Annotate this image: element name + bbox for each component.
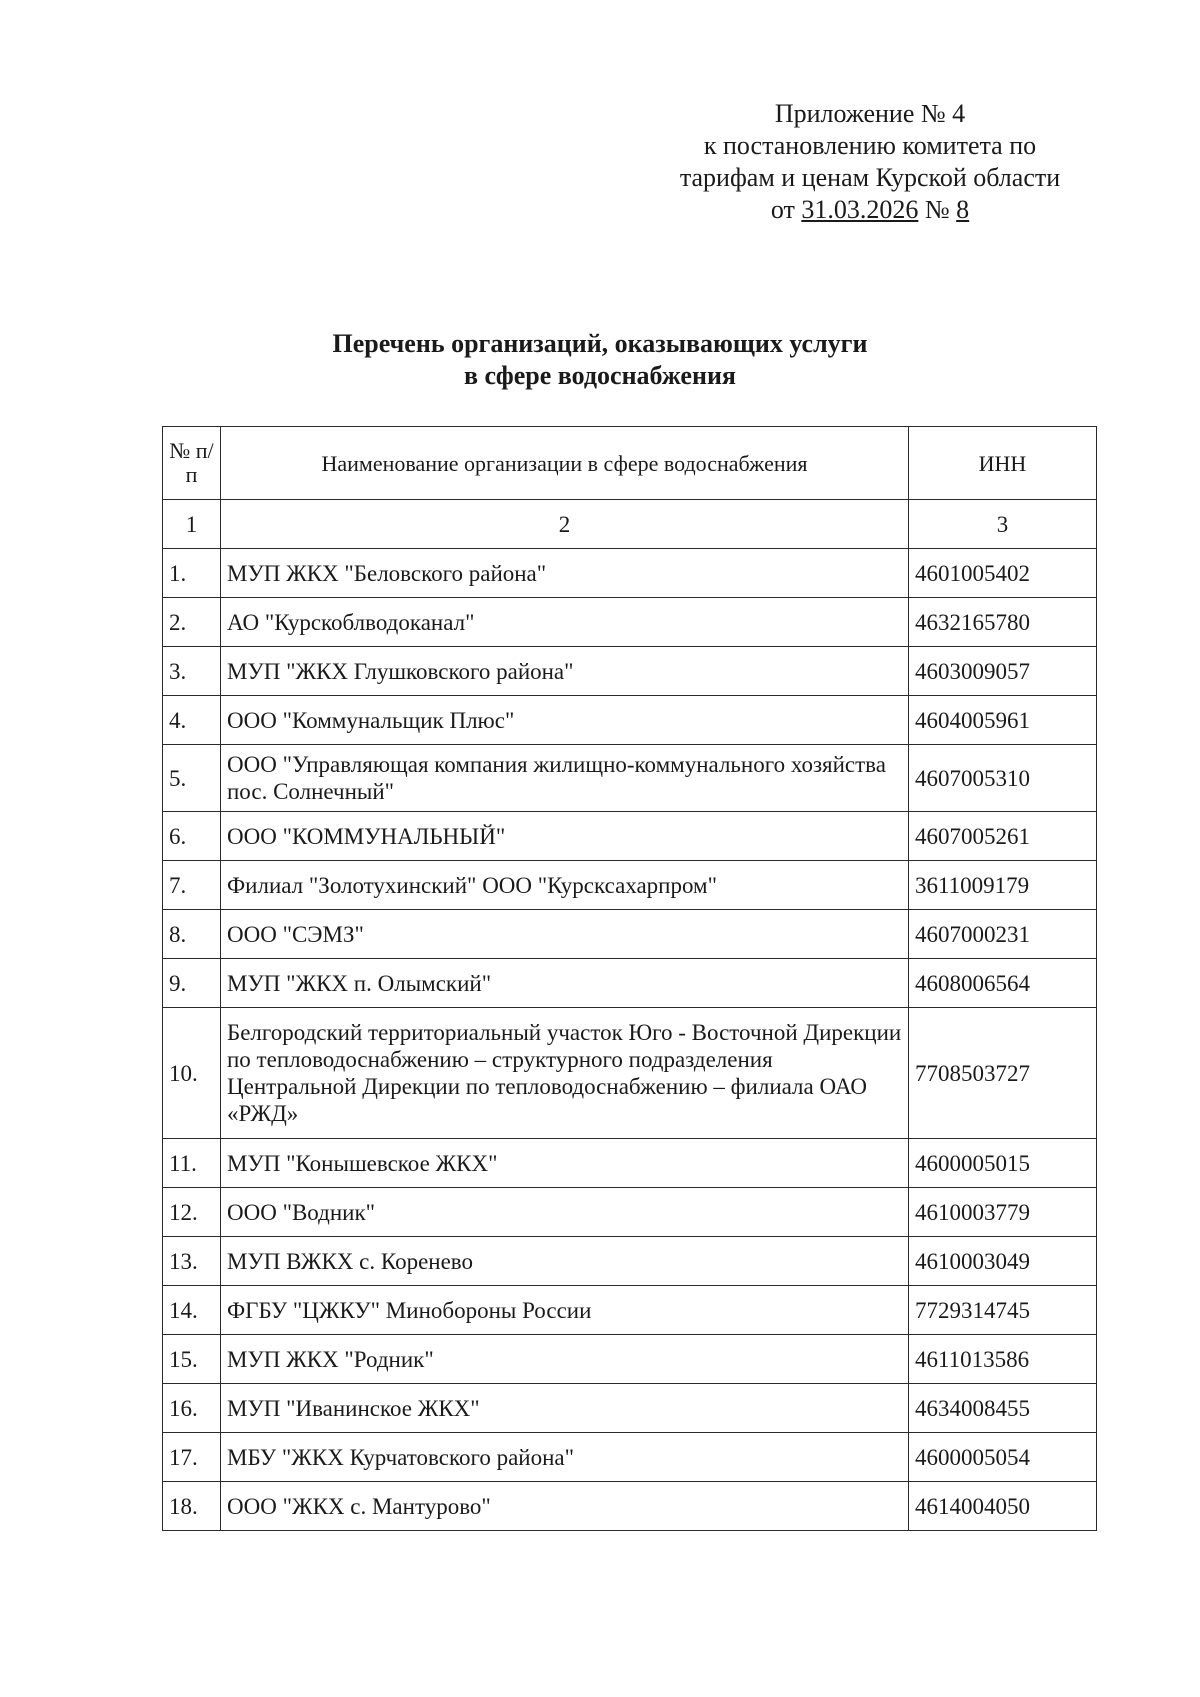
appendix-header — [640, 98, 1100, 226]
table-row — [163, 812, 1097, 861]
organization-inn: 7729314745 — [909, 1286, 1097, 1335]
number-prefix: № — [924, 195, 950, 224]
organization-inn: 3611009179 — [909, 861, 1097, 910]
organization-name: ООО "Коммунальщик Плюс" — [221, 696, 909, 745]
organization-inn: 4610003049 — [909, 1237, 1097, 1286]
row-number: 4. — [163, 696, 221, 745]
table-row — [163, 1335, 1097, 1384]
organization-inn: 4607005261 — [909, 812, 1097, 861]
organization-inn: 4604005961 — [909, 696, 1097, 745]
row-number: 14. — [163, 1286, 221, 1335]
document-title — [250, 328, 950, 392]
organization-name: АО "Курскоблводоканал" — [221, 598, 909, 647]
organization-name: МУП ЖКХ "Беловского района" — [221, 549, 909, 598]
organization-inn: 7708503727 — [909, 1008, 1097, 1139]
organization-inn: 4607000231 — [909, 910, 1097, 959]
resolution-date: 31.03.2026 — [801, 195, 919, 224]
organization-name: МУП "ЖКХ п. Олымский" — [221, 959, 909, 1008]
organization-inn: 4607005310 — [909, 745, 1097, 812]
organization-name: МУП ВЖКХ с. Коренево — [221, 1237, 909, 1286]
organization-inn: 4632165780 — [909, 598, 1097, 647]
column-number-3: 3 — [909, 500, 1097, 549]
organization-name: МУП "Иванинское ЖКХ" — [221, 1384, 909, 1433]
row-number: 7. — [163, 861, 221, 910]
organization-inn: 4601005402 — [909, 549, 1097, 598]
row-number: 1. — [163, 549, 221, 598]
organization-name: ООО "КОММУНАЛЬНЫЙ" — [221, 812, 909, 861]
table-row — [163, 861, 1097, 910]
row-number: 17. — [163, 1433, 221, 1482]
row-number: 5. — [163, 745, 221, 812]
organization-name: ООО "ЖКХ с. Мантурово" — [221, 1482, 909, 1531]
table-row — [163, 696, 1097, 745]
table-row — [163, 1286, 1097, 1335]
organization-name: ООО "Водник" — [221, 1188, 909, 1237]
organization-inn: 4614004050 — [909, 1482, 1097, 1531]
organization-name: ООО "СЭМЗ" — [221, 910, 909, 959]
row-number: 9. — [163, 959, 221, 1008]
organization-inn: 4608006564 — [909, 959, 1097, 1008]
table-row — [163, 549, 1097, 598]
row-number: 10. — [163, 1008, 221, 1139]
date-prefix: от — [770, 195, 795, 224]
organization-name: Филиал "Золотухинский" ООО "Курсксахарпром" — [221, 861, 909, 910]
organization-inn: 4603009057 — [909, 647, 1097, 696]
organization-inn: 4611013586 — [909, 1335, 1097, 1384]
row-number: 16. — [163, 1384, 221, 1433]
row-number: 15. — [163, 1335, 221, 1384]
organization-inn: 4634008455 — [909, 1384, 1097, 1433]
organizations-table — [162, 426, 1097, 1531]
column-number-1: 1 — [163, 500, 221, 549]
organization-name: Белгородский территориальный участок Юго - Восточной Дирекции по тепловодоснабжению – структурного подразделения Центральной Дирекции по тепловодоснабжению – филиала ОАО «РЖД» — [221, 1008, 909, 1139]
table-row — [163, 1188, 1097, 1237]
organization-name: ООО "Управляющая компания жилищно-коммунального хозяйства пос. Солнечный" — [221, 745, 909, 812]
organization-name: ФГБУ "ЦЖКУ" Минобороны России — [221, 1286, 909, 1335]
column-numbers-row — [163, 500, 1097, 549]
row-number: 8. — [163, 910, 221, 959]
row-number: 2. — [163, 598, 221, 647]
row-number: 13. — [163, 1237, 221, 1286]
table-row — [163, 647, 1097, 696]
table-row — [163, 745, 1097, 812]
row-number: 18. — [163, 1482, 221, 1531]
row-number: 3. — [163, 647, 221, 696]
header-inn: ИНН — [909, 427, 1097, 500]
table-row — [163, 1482, 1097, 1531]
table-row — [163, 1237, 1097, 1286]
table-row — [163, 598, 1097, 647]
column-number-2: 2 — [221, 500, 909, 549]
appendix-line-2: к постановлению комитета по — [703, 131, 1037, 160]
header-num: № п/п — [163, 427, 221, 500]
table-row — [163, 959, 1097, 1008]
table-row — [163, 1139, 1097, 1188]
appendix-line-3: тарифам и ценам Курской области — [679, 163, 1061, 192]
organization-name: МБУ "ЖКХ Курчатовского района" — [221, 1433, 909, 1482]
organization-name: МУП "ЖКХ Глушковского района" — [221, 647, 909, 696]
table-row — [163, 910, 1097, 959]
row-number: 11. — [163, 1139, 221, 1188]
organization-inn: 4610003779 — [909, 1188, 1097, 1237]
table-header-row — [163, 427, 1097, 500]
row-number: 12. — [163, 1188, 221, 1237]
title-line-2: в сфере водоснабжения — [464, 361, 736, 390]
organization-inn: 4600005015 — [909, 1139, 1097, 1188]
row-number: 6. — [163, 812, 221, 861]
appendix-date-line — [640, 194, 1100, 226]
table-row — [163, 1008, 1097, 1139]
appendix-title: Приложение № 4 — [774, 99, 966, 128]
table-row — [163, 1384, 1097, 1433]
title-line-1: Перечень организаций, оказывающих услуги — [332, 329, 868, 358]
organization-name: МУП "Конышевское ЖКХ" — [221, 1139, 909, 1188]
organization-inn: 4600005054 — [909, 1433, 1097, 1482]
table-row — [163, 1433, 1097, 1482]
resolution-number: 8 — [956, 195, 970, 224]
organization-name: МУП ЖКХ "Родник" — [221, 1335, 909, 1384]
header-name: Наименование организации в сфере водоснабжения — [221, 427, 909, 500]
